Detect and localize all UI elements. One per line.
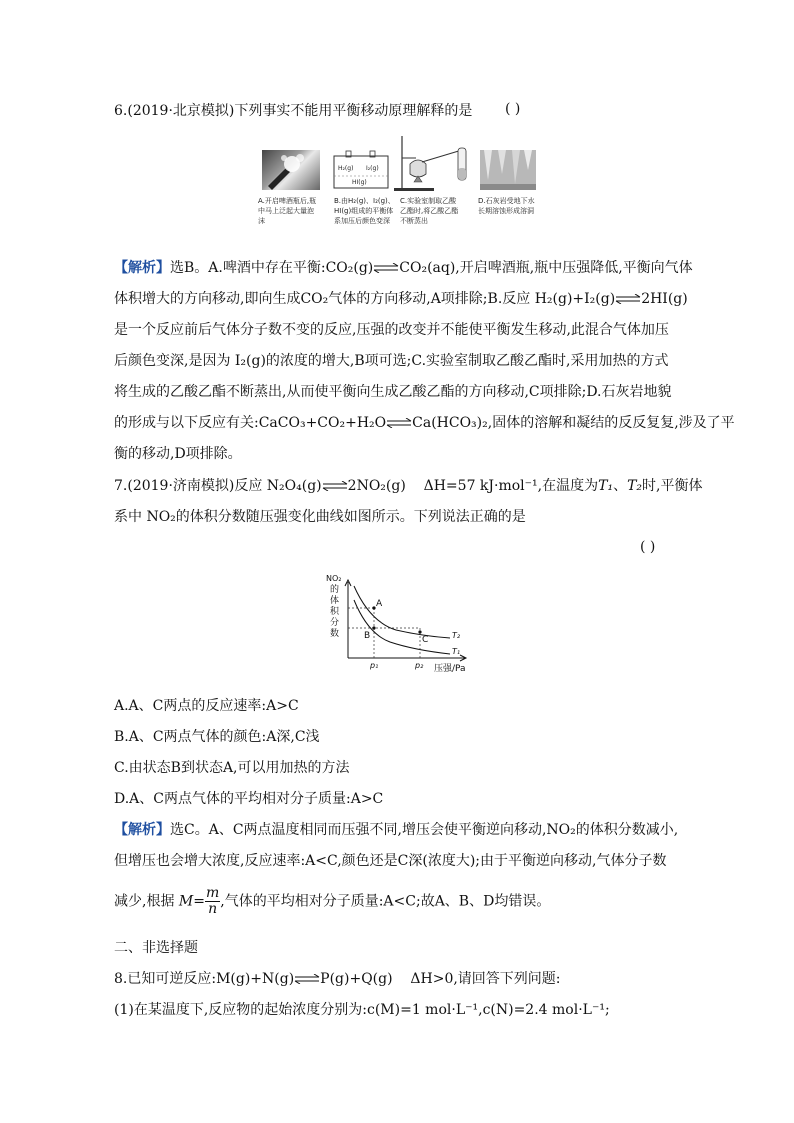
no2-volume-fraction-graph <box>318 572 478 680</box>
a6-line-4: 后颜色变深,是因为 I₂(g)的浓度的增大,B项可选;C.实验室制取乙酸乙酯时,采用加热的方式 <box>114 353 669 369</box>
point-b <box>372 626 375 629</box>
q7-option-a: A.A、C两点的反应速率:A>C <box>114 698 299 714</box>
curve-t2-label: T₂ <box>452 631 461 640</box>
flask-hi-label: HI(g) <box>352 179 367 186</box>
q8-part-1: (1)在某温度下,反应物的起始浓度分别为:c(M)=1 mol·L⁻¹,c(N)=2.4 mol·L⁻¹; <box>114 1002 610 1018</box>
equilibrium-arrow-icon <box>386 418 412 428</box>
a6-line-1: 【解析】选B。A.啤酒中存在平衡:CO₂(g) CO₂(aq),开启啤酒瓶,瓶中压强降低,平衡向气体 <box>114 260 693 276</box>
q7-option-b: B.A、C两点气体的颜色:A深,C浅 <box>114 729 320 745</box>
molar-mass-fraction: $\frac{m}{n}$ <box>205 885 220 917</box>
figure-caption-b: B.由H₂(g)、I₂(g)、HI(g)组成的平衡体系加压后颜色变深 <box>334 197 395 225</box>
tick-p2: p₂ <box>415 661 424 670</box>
a6-line-2: 体积增大的方向移动,即向生成CO₂气体的方向移动,A项排除;B.反应 H₂(g)+I₂(g) 2HI(g) <box>114 291 688 307</box>
a6-line-5: 将生成的乙酸乙酯不断蒸出,从而使平衡向生成乙酸乙酯的方向移动,C项排除;D.石灰岩地貌 <box>114 384 672 400</box>
q8-stem-line-1: 8.已知可逆反应:M(g)+N(g) P(g)+Q(g) ΔH>0,请回答下列问题: <box>114 971 561 987</box>
flask-h2-label: H₂(g) <box>338 165 354 172</box>
a6-line-7: 衡的移动,D项排除。 <box>114 446 242 462</box>
q6-stem: 6.(2019·北京模拟)下列事实不能用平衡移动原理解释的是 <box>114 103 473 119</box>
figure-caption-a: A.开启啤酒瓶后,瓶中马上泛起大量泡沫 <box>258 197 317 225</box>
q7-option-c: C.由状态B到状态A,可以用加热的方法 <box>114 760 350 776</box>
graph-ylabel-top: NO₂ <box>326 574 342 583</box>
point-a-label: A <box>376 599 383 609</box>
curve-t1-label: T₁ <box>452 647 461 656</box>
equilibrium-arrow-icon <box>294 974 320 984</box>
tick-p1: p₁ <box>370 661 379 670</box>
a6-line-6: 的形成与以下反应有关:CaCO₃+CO₂+H₂O Ca(HCO₃)₂,固体的溶解和凝结的反反复复,涉及了平 <box>114 415 735 431</box>
equilibrium-arrow-icon <box>615 294 641 304</box>
graph-xlabel: 压强/Pa <box>434 664 466 674</box>
beer-bottle-photo <box>262 150 320 190</box>
point-c <box>418 630 421 633</box>
graph-ylabel-char: 数 <box>330 629 340 639</box>
graph-ylabel-char: 分 <box>330 618 340 628</box>
graph-ylabel-char: 体 <box>330 596 340 606</box>
q7-answer-bracket: ( ) <box>640 539 656 555</box>
limestone-cave-photo <box>480 150 536 190</box>
q7-option-d: D.A、C两点气体的平均相对分子质量:A>C <box>114 791 384 807</box>
figure-caption-d: D.石灰岩受地下水长期溶蚀形成溶洞 <box>478 197 535 215</box>
q6-answer-bracket: ( ) <box>505 101 521 117</box>
a7-line-2: 但增压也会增大浓度,反应速率:A<C,颜色还是C深(浓度大);由于平衡逆向移动,气体分子数 <box>114 853 667 869</box>
point-b-label: B <box>364 631 371 641</box>
graph-ylabel-char: 的 <box>330 585 340 595</box>
q7-stem-line-1: 7.(2019·济南模拟)反应 N₂O₄(g) 2NO₂(g) ΔH=57 kJ·mol⁻¹,在温度为T₁、T₂时,平衡体 <box>114 478 703 494</box>
analysis-tag: 【解析】 <box>114 822 170 838</box>
a7-line-3: 减少,根据 M= $\frac{m}{n}$ ,气体的平均相对分子质量:A<C;故A、B、D均错误。 <box>114 885 551 917</box>
analysis-tag: 【解析】 <box>114 260 170 276</box>
figure-caption-c: C.实验室制取乙酸乙酯时,将乙酸乙酯不断蒸出 <box>400 197 459 225</box>
flask-i2-label: I₂(g) <box>366 165 379 172</box>
point-c-label: C <box>422 635 429 645</box>
distillation-apparatus <box>392 134 476 192</box>
a7-line-1: 【解析】选C。A、C两点温度相同而压强不同,增压会使平衡逆向移动,NO₂的体积分数减小, <box>114 822 679 838</box>
gas-equilibrium-flasks <box>332 150 390 190</box>
graph-ylabel-char: 积 <box>330 607 340 617</box>
q7-stem-line-2: 系中 NO₂的体积分数随压强变化曲线如图所示。下列说法正确的是 <box>114 509 526 525</box>
equilibrium-arrow-icon <box>322 481 348 491</box>
equilibrium-arrow-icon <box>373 263 399 273</box>
a6-line-3: 是一个反应前后气体分子数不变的反应,压强的改变并不能使平衡发生移动,此混合气体加压 <box>114 322 669 338</box>
section-heading: 二、非选择题 <box>114 940 198 956</box>
